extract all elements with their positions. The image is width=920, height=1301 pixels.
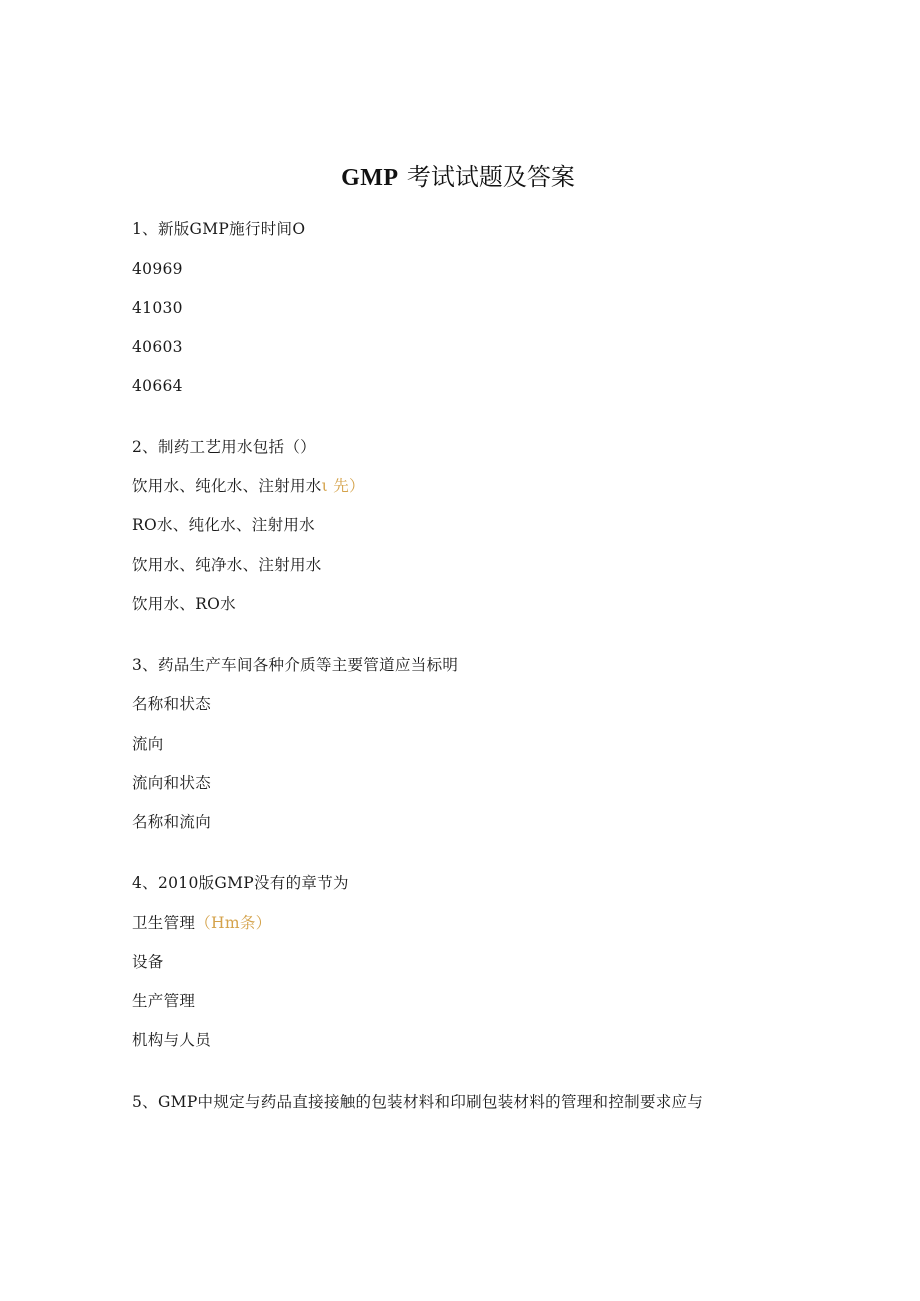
question-2-option-1 <box>132 474 365 498</box>
question-1-option-1: 40969 <box>132 260 183 278</box>
option-text: 卫生管理 <box>132 914 196 932</box>
question-2: 2、制药工艺用水包括（） <box>132 438 316 456</box>
question-1-option-2: 41030 <box>132 299 183 317</box>
title-cjk: 考试试题及答案 <box>406 163 575 191</box>
title-latin: GMP <box>341 165 399 191</box>
question-4-option-4: 机构与人员 <box>132 1031 212 1049</box>
question-4-option-2: 设备 <box>132 953 164 971</box>
question-3-option-2: 流向 <box>132 735 164 753</box>
question-1-option-4: 40664 <box>132 377 183 395</box>
question-4-option-3: 生产管理 <box>132 992 196 1010</box>
question-3-option-4: 名称和流向 <box>132 813 212 831</box>
question-4: 4、2010版GMP没有的章节为 <box>132 874 349 892</box>
option-text: 饮用水、纯化水、注射用水 <box>132 477 322 495</box>
page-title <box>0 160 916 195</box>
answer-note: （Hm条） <box>195 914 272 932</box>
question-2-option-3: 饮用水、纯净水、注射用水 <box>132 556 322 574</box>
question-1-option-3: 40603 <box>132 338 183 356</box>
question-1: 1、新版GMP施行时间O <box>132 220 306 238</box>
question-3-option-3: 流向和状态 <box>132 774 212 792</box>
question-5: 5、GMP中规定与药品直接接触的包装材料和印刷包装材料的管理和控制要求应与 <box>132 1093 704 1111</box>
question-4-option-1 <box>132 911 271 935</box>
question-3: 3、药品生产车间各种介质等主要管道应当标明 <box>132 656 459 674</box>
question-3-option-1: 名称和状态 <box>132 695 212 713</box>
answer-note: ι 先） <box>321 477 365 495</box>
question-2-option-2: RO水、纯化水、注射用水 <box>132 516 315 534</box>
question-2-option-4: 饮用水、RO水 <box>132 595 236 613</box>
